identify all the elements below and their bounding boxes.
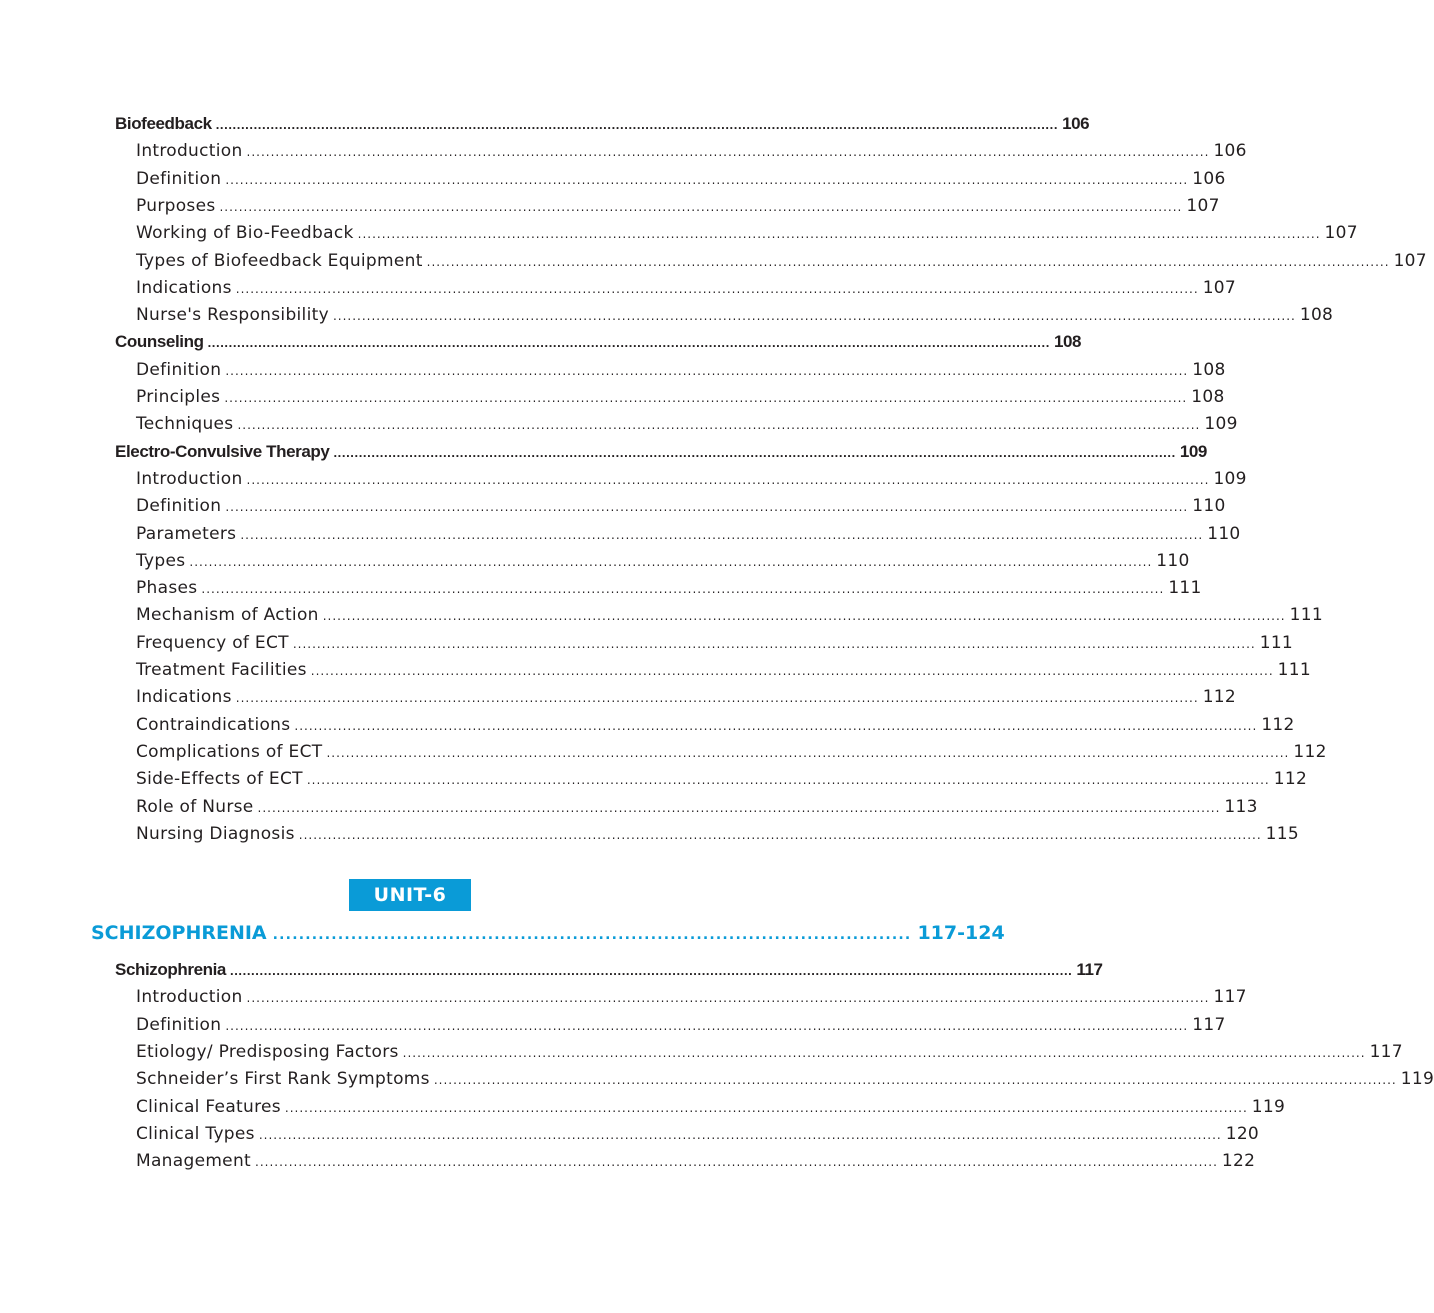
leader-dots: ........................................................................................................................................................................................................ xyxy=(237,418,1201,433)
toc-entry-page: 109 xyxy=(1213,468,1247,489)
toc-entry-label: Working of Bio-Feedback xyxy=(136,223,354,244)
toc-subsection-entry[interactable] xyxy=(136,578,1202,599)
toc-entry-page: 107 xyxy=(1324,223,1358,244)
toc-subsection-entry[interactable] xyxy=(136,195,1220,216)
toc-entry-label: Phases xyxy=(136,578,198,599)
toc-entry-page: 112 xyxy=(1202,687,1237,708)
toc-entry-page: 108 xyxy=(1191,387,1225,407)
toc-entry-label: Definition xyxy=(136,359,222,380)
leader-dots: ........................................................................................................................................................................................................ xyxy=(258,1127,1222,1142)
toc-entry-label: Treatment Facilities xyxy=(136,660,307,680)
toc-subsection-entry[interactable] xyxy=(136,796,1258,817)
leader-dots: ........................................................................................................................................................................................................ xyxy=(402,1045,1366,1060)
toc-section-entry[interactable] xyxy=(115,960,1103,980)
toc-entry-page: 108 xyxy=(1053,332,1082,352)
toc-entry-page: 122 xyxy=(1221,1151,1256,1172)
toc-entry-label: Management xyxy=(136,1151,251,1172)
leader-dots: ........................................................................................................................................................................................................ xyxy=(246,145,1210,160)
toc-subsection-entry[interactable] xyxy=(136,359,1226,380)
toc-entry-page: 117 xyxy=(1192,1014,1226,1035)
chapter-heading[interactable] xyxy=(91,922,1005,944)
toc-entry-page: 109 xyxy=(1179,441,1207,461)
toc-entry-page: 109 xyxy=(1204,414,1238,435)
toc-entry-label: Frequency of ECT xyxy=(136,632,289,653)
toc-subsection-entry[interactable] xyxy=(136,523,1241,544)
leader-dots: ........................................................................................................................................................................................................ xyxy=(294,718,1258,733)
toc-entry-page: 117 xyxy=(1076,960,1103,979)
toc-entry-page: 112 xyxy=(1261,714,1295,735)
toc-subsection-entry[interactable] xyxy=(136,632,1294,653)
toc-subsection-entry[interactable] xyxy=(136,769,1308,790)
toc-subsection-entry[interactable] xyxy=(136,1014,1226,1035)
toc-entry-label: Schizophrenia xyxy=(115,960,226,979)
toc-entry-page: 106 xyxy=(1213,141,1247,162)
leader-dots: ........................................................................................................................................................................................................ xyxy=(246,991,1210,1006)
toc-entry-page: 117 xyxy=(1213,987,1247,1008)
toc-entry-page: 119 xyxy=(1400,1069,1434,1090)
toc-subsection-entry[interactable] xyxy=(136,223,1358,244)
toc-entry-label: Definition xyxy=(136,168,222,189)
toc-subsection-entry[interactable] xyxy=(136,823,1300,844)
toc-entry-page: 113 xyxy=(1224,796,1258,817)
leader-dots: ........................................................................................................................................................................................................ xyxy=(235,281,1199,296)
toc-entry-page: 107 xyxy=(1393,250,1427,271)
leader-dots: ........................................................................................................................................................................................................ xyxy=(225,500,1189,515)
toc-entry-page: 107 xyxy=(1186,195,1220,216)
toc-section-entry[interactable] xyxy=(115,441,1207,462)
leader-dots: ........................................................................................................................................................................................................ xyxy=(201,582,1165,597)
toc-entry-page: 119 xyxy=(1251,1096,1286,1117)
toc-entry-label: Indications xyxy=(136,687,232,708)
toc-entry-page: 111 xyxy=(1168,578,1202,599)
toc-entry-page: 112 xyxy=(1273,769,1308,790)
toc-entry-page: 117 xyxy=(1369,1041,1403,1062)
leader-dots: ........................................................................................................................................................................................................ xyxy=(326,745,1290,760)
toc-entry-label: Indications xyxy=(136,277,232,298)
toc-entry-label: Side-Effects of ECT xyxy=(136,769,303,790)
chapter-pages: 117-124 xyxy=(917,922,1005,944)
toc-entry-page: 112 xyxy=(1293,741,1327,762)
toc-subsection-entry[interactable] xyxy=(136,1041,1403,1062)
leader-dots: ........................................................................................................................................................................................................ xyxy=(235,691,1199,706)
toc-subsection-entry[interactable] xyxy=(136,1069,1434,1090)
toc-subsection-entry[interactable] xyxy=(136,305,1334,326)
toc-entry-page: 110 xyxy=(1192,496,1226,517)
leader-dots: ........................................................................................................................................................................................................ xyxy=(240,527,1204,542)
toc-subsection-entry[interactable] xyxy=(136,660,1312,680)
toc-entry-label: Types xyxy=(136,550,186,571)
leader-dots: ........................................................................................................................................................................................................ xyxy=(246,472,1210,487)
toc-entry-label: Role of Nurse xyxy=(136,796,254,817)
toc-entry-label: Techniques xyxy=(136,414,234,435)
toc-subsection-entry[interactable] xyxy=(136,1096,1286,1117)
toc-subsection-entry[interactable] xyxy=(136,387,1225,407)
toc-entry-label: Introduction xyxy=(136,141,243,162)
leader-dots: ........................................................................................................................................................................................................ xyxy=(219,199,1183,214)
toc-section-entry[interactable] xyxy=(115,114,1090,134)
chapter-title: SCHIZOPHRENIA xyxy=(91,922,267,944)
leader-dots: ........................................................................................................................................................................................................ xyxy=(224,391,1188,405)
toc-entry-label: Introduction xyxy=(136,468,243,489)
leader-dots: ........................................................................................................................................................................................................ xyxy=(298,827,1262,842)
toc-entry-page: 111 xyxy=(1289,605,1323,626)
toc-entry-label: Clinical Features xyxy=(136,1096,281,1117)
toc-subsection-entry[interactable] xyxy=(136,468,1247,489)
toc-entry-label: Definition xyxy=(136,496,222,517)
toc-entry-page: 106 xyxy=(1062,114,1090,133)
leader-dots: ........................................................................................................................................................................................................ xyxy=(333,444,1176,460)
leader-dots: ........................................................................................................................................................................................................ xyxy=(284,1100,1248,1115)
toc-entry-page: 115 xyxy=(1265,823,1300,844)
toc-entry-label: Mechanism of Action xyxy=(136,605,319,626)
toc-entry-label: Complications of ECT xyxy=(136,741,323,762)
toc-entry-label: Counseling xyxy=(115,332,204,352)
toc-entry-page: 120 xyxy=(1225,1123,1260,1144)
leader-dots: ........................................................................................................................................................................................................ xyxy=(292,636,1256,651)
toc-entry-label: Parameters xyxy=(136,523,237,544)
toc-entry-page: 111 xyxy=(1259,632,1294,653)
toc-entry-label: Electro-Convulsive Therapy xyxy=(115,441,330,461)
toc-entry-label: Purposes xyxy=(136,195,216,216)
leader-dots: ........................................................................................................................................................................................................ xyxy=(207,335,1050,351)
toc-subsection-entry[interactable] xyxy=(136,987,1247,1008)
toc-entry-page: 110 xyxy=(1156,550,1190,571)
toc-subsection-entry[interactable] xyxy=(136,141,1247,162)
leader-dots: ........................................................................................................................................................................................................ xyxy=(332,309,1296,324)
leader-dots: ........................................................................................................................................................................................................ xyxy=(310,664,1274,678)
toc-entry-page: 108 xyxy=(1192,359,1226,380)
toc-subsection-entry[interactable] xyxy=(136,1123,1260,1144)
toc-entry-label: Types of Biofeedback Equipment xyxy=(136,250,423,271)
toc-subsection-entry[interactable] xyxy=(136,714,1295,735)
leader-dots: ........................................................................................................................................................................................................ xyxy=(257,800,1221,815)
toc-entry-label: Nurse's Responsibility xyxy=(136,305,329,326)
toc-entry-label: Contraindications xyxy=(136,714,291,735)
leader-dots: ........................................................................................................................................................................................................ xyxy=(426,254,1390,269)
leader-dots: ........................................................................................................................................................................................................ xyxy=(306,773,1270,788)
toc-subsection-entry[interactable] xyxy=(136,168,1226,189)
toc-entry-page: 107 xyxy=(1202,277,1237,298)
leader-dots: ........................................................................................................................................................................................................ xyxy=(225,1018,1189,1033)
toc-entry-label: Definition xyxy=(136,1014,222,1035)
toc-section-entry[interactable] xyxy=(115,332,1082,352)
toc-entry-page: 106 xyxy=(1192,168,1226,189)
toc-entry-label: Nursing Diagnosis xyxy=(136,823,295,844)
leader-dots: ........................................................................................................................................................................................................ xyxy=(255,1155,1218,1170)
leader-dots: ........................................................................................................................................................................................................ xyxy=(322,609,1286,624)
toc-entry-label: Etiology/ Predisposing Factors xyxy=(136,1041,399,1062)
toc-entry-page: 111 xyxy=(1277,660,1312,680)
toc-subsection-entry[interactable] xyxy=(136,605,1323,626)
leader-dots: ........................................................................................................................................................................................................ xyxy=(215,117,1059,132)
toc-subsection-entry[interactable] xyxy=(136,496,1226,517)
toc-subsection-entry[interactable] xyxy=(136,1151,1256,1172)
leader-dots: ........................................................................................................................................................................................................ xyxy=(225,172,1189,187)
leader-dots: ........................................................................................................................................................................................................ xyxy=(433,1073,1397,1088)
toc-subsection-entry[interactable] xyxy=(136,250,1427,271)
toc-entry-label: Biofeedback xyxy=(115,114,212,133)
toc-entry-label: Schneider’s First Rank Symptoms xyxy=(136,1069,430,1090)
leader-dots: ........................................................................................................................................................................................................ xyxy=(189,554,1153,569)
toc-entry-label: Clinical Types xyxy=(136,1123,255,1144)
leader-dots: ........................................................................................................................................................................................................ xyxy=(357,227,1321,242)
toc-entry-page: 110 xyxy=(1207,523,1241,544)
toc-entry-label: Introduction xyxy=(136,987,243,1008)
unit-badge: UNIT-6 xyxy=(349,879,471,911)
toc-subsection-entry[interactable] xyxy=(136,687,1237,708)
leader-dots: ........................................................................................................................................................................................................ xyxy=(230,963,1073,978)
toc-entry-label: Principles xyxy=(136,387,221,407)
toc-subsection-entry[interactable] xyxy=(136,414,1238,435)
toc-entry-page: 108 xyxy=(1299,305,1334,326)
toc-subsection-entry[interactable] xyxy=(136,277,1237,298)
chapter-leader-dots: .................................................................................................. xyxy=(272,927,912,943)
toc-subsection-entry[interactable] xyxy=(136,550,1190,571)
toc-subsection-entry[interactable] xyxy=(136,741,1327,762)
leader-dots: ........................................................................................................................................................................................................ xyxy=(225,363,1189,378)
